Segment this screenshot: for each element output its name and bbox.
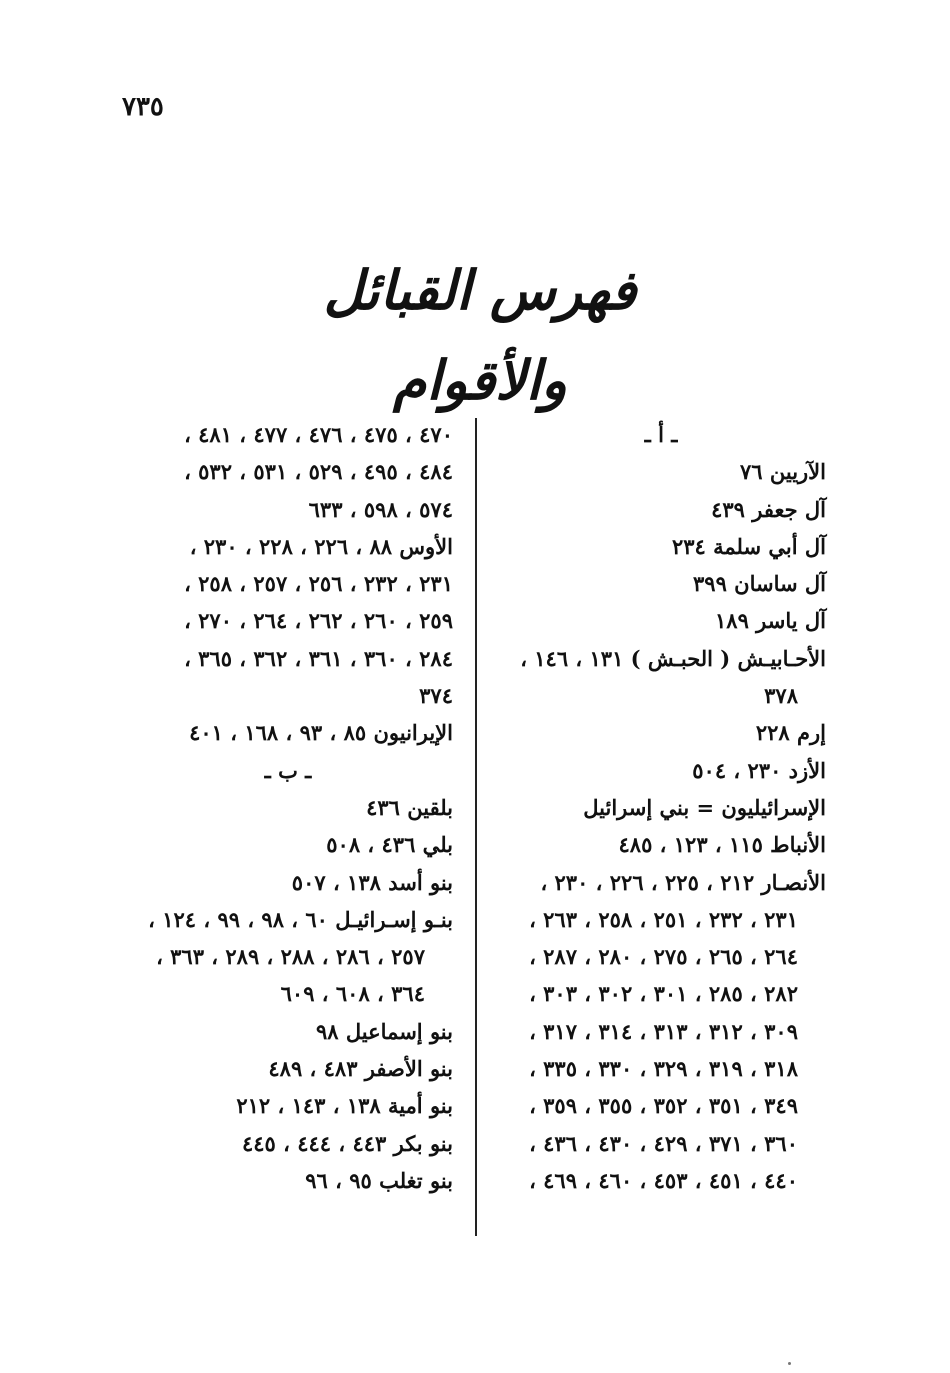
index-column-left	[123, 416, 453, 1199]
index-entry: بنو تغلب ٩٥ ، ٩٦	[305, 1167, 453, 1193]
index-entry: الأحـابيـش ( الحبـش ) ١٣١ ، ١٤٦ ،	[520, 645, 826, 671]
column-divider	[475, 418, 477, 1236]
index-entry-continuation: ٢٨٢ ، ٢٨٥ ، ٣٠١ ، ٣٠٢ ، ٣٠٣ ،	[529, 981, 798, 1007]
index-entry: بنو الأصفر ٤٨٣ ، ٤٨٩	[268, 1056, 453, 1082]
index-entry-continuation: ٢٥٩ ، ٢٦٠ ، ٢٦٢ ، ٢٦٤ ، ٢٧٠ ،	[184, 608, 453, 634]
index-entry-continuation: ٣٦٠ ، ٣٧١ ، ٤٢٩ ، ٤٣٠ ، ٤٣٦ ،	[529, 1130, 798, 1156]
index-entry-continuation: ٣٤٩ ، ٣٥١ ، ٣٥٢ ، ٣٥٥ ، ٣٥٩ ،	[529, 1093, 798, 1119]
index-entry-continuation: ٤٨٤ ، ٤٩٥ ، ٥٢٩ ، ٥٣١ ، ٥٣٢ ،	[184, 459, 453, 485]
index-entry: آل أبي سلمة ٢٣٤	[672, 533, 826, 559]
index-entry: بلي ٤٣٦ ، ٥٠٨	[326, 832, 453, 858]
index-entry: بلقين ٤٣٦	[366, 794, 453, 820]
index-entry: بنـو إسـرائيـل ٦٠ ، ٩٨ ، ٩٩ ، ١٢٤ ،	[148, 906, 453, 932]
index-entry: آل جعفر ٤٣٩	[711, 496, 826, 522]
index-entry: آل ساسان ٣٩٩	[693, 571, 826, 597]
index-entry-continuation: ٣٧٨	[764, 683, 798, 709]
index-entry-continuation: ٣١٨ ، ٣١٩ ، ٣٢٩ ، ٣٣٠ ، ٣٣٥ ،	[529, 1056, 798, 1082]
index-entry-continuation: ٢٦٤ ، ٢٦٥ ، ٢٧٥ ، ٢٨٠ ، ٢٨٧ ،	[529, 944, 798, 970]
index-entry: الأوس ٨٨ ، ٢٢٦ ، ٢٢٨ ، ٢٣٠ ،	[189, 533, 453, 559]
index-entry: بنو إسماعيل ٩٨	[316, 1018, 453, 1044]
index-column-right	[496, 416, 826, 1199]
page-number: ٧٣٥	[122, 92, 164, 122]
index-entry: إرم ٢٢٨	[755, 720, 826, 746]
index-entry: الأنصـار ٢١٢ ، ٢٢٥ ، ٢٢٦ ، ٢٣٠ ،	[540, 869, 826, 895]
scan-speck	[788, 1362, 791, 1365]
page-title: فهرس القبائل والأقوام	[323, 258, 637, 412]
section-letter-heading: ـ أ ـ	[644, 422, 678, 447]
index-entry-continuation: ٢٣١ ، ٢٣٢ ، ٢٥٦ ، ٢٥٧ ، ٢٥٨ ،	[184, 571, 453, 597]
index-entry-continuation: ٢٥٧ ، ٢٨٦ ، ٢٨٨ ، ٢٨٩ ، ٣٦٣ ،	[156, 944, 425, 970]
index-entry: بنو أسد ١٣٨ ، ٥٠٧	[291, 869, 453, 895]
index-entry: بنو أمية ١٣٨ ، ١٤٣ ، ٢١٢	[236, 1093, 453, 1119]
section-letter-heading: ـ ب ـ	[264, 757, 312, 783]
index-entry: الأزد ٢٣٠ ، ٥٠٤	[692, 757, 826, 783]
index-entry-continuation: ٤٤٠ ، ٤٥١ ، ٤٥٣ ، ٤٦٠ ، ٤٦٩ ،	[529, 1167, 798, 1193]
index-entry-continuation: ٢٨٤ ، ٣٦٠ ، ٣٦١ ، ٣٦٢ ، ٣٦٥ ،	[184, 645, 453, 671]
index-entry-continuation: ٢٣١ ، ٢٣٢ ، ٢٥١ ، ٢٥٨ ، ٢٦٣ ،	[529, 906, 798, 932]
index-entry-continuation: ٣٧٤	[419, 683, 453, 709]
index-entry: بنو بكر ٤٤٣ ، ٤٤٤ ، ٤٤٥	[241, 1130, 453, 1156]
index-entry-continuation: ٣٠٩ ، ٣١٢ ، ٣١٣ ، ٣١٤ ، ٣١٧ ،	[529, 1018, 798, 1044]
index-entry-continuation: ٤٧٠ ، ٤٧٥ ، ٤٧٦ ، ٤٧٧ ، ٤٨١ ،	[184, 422, 453, 447]
index-entry: الأنباط ١١٥ ، ١٢٣ ، ٤٨٥	[618, 832, 826, 858]
index-entry: الإيرانيون ٨٥ ، ٩٣ ، ١٦٨ ، ٤٠١	[189, 720, 453, 746]
index-entry-continuation: ٣٦٤ ، ٦٠٨ ، ٦٠٩	[280, 981, 425, 1007]
index-entry: الإسرائيليون = بني إسرائيل	[583, 794, 826, 820]
index-entry-continuation: ٥٧٤ ، ٥٩٨ ، ٦٣٣	[308, 496, 453, 522]
index-entry: الآريين ٧٦	[740, 459, 826, 485]
index-entry: آل ياسر ١٨٩	[715, 608, 826, 634]
